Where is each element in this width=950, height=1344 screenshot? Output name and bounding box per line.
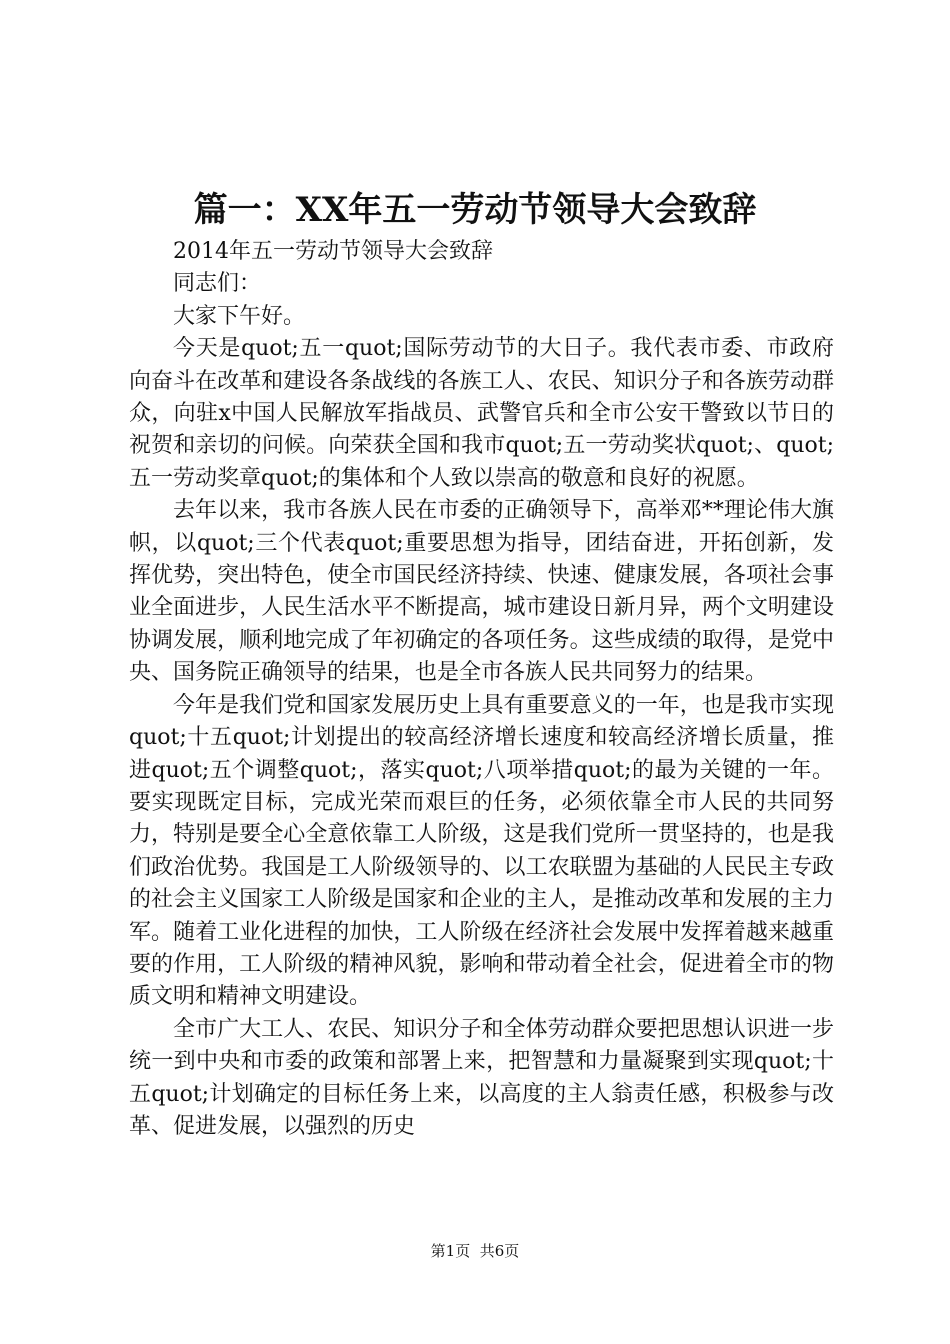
paragraph-subtitle: 2014年五一劳动节领导大会致辞	[173, 239, 493, 264]
paragraph-body: 今天是quot;五一quot;国际劳动节的大日子。我代表市委、市政府向奋斗在改革和建设各条战线的各族工人、农民、知识分子和各族劳动群众，向驻x中国人民解放军指战员、武警官兵和全市公安干警致以节日的祝贺和亲切的问候。向荣获全国和我市quot;五一劳动奖状quot;、quot;五一劳动奖章quot;的集体和个人致以崇高的敬意和良好的祝愿。	[129, 336, 834, 491]
paragraph-body: 去年以来，我市各族人民在市委的正确领导下，高举邓**理论伟大旗帜，以quot;三个代表quot;重要思想为指导，团结奋进，开拓创新，发挥优势，突出特色，使全市国民经济持续、快速、健康发展，各项社会事业全面进步，人民生活水平不断提高，城市建设日新月异，两个文明建设协调发展，顺利地完成了年初确定的各项任务。这些成绩的取得，是党中央、国务院正确领导的结果，也是全市各族人民共同努力的结果。	[129, 498, 834, 686]
paragraph-greeting: 大家下午好。	[173, 303, 306, 329]
document-title: 篇一：XX年五一劳动节领导大会致辞	[193, 190, 757, 230]
paragraph-body: 全市广大工人、农民、知识分子和全体劳动群众要把思想认识进一步统一到中央和市委的政策和部署上来，把智慧和力量凝聚到实现quot;十五quot;计划确定的目标任务上来，以高度的主人翁责任感，积极参与改革、促进发展，以强烈的历史	[129, 1016, 834, 1139]
paragraph-salutation: 同志们：	[173, 271, 262, 297]
page-number: 第1页	[430, 1242, 471, 1260]
page-total: 共6页	[479, 1242, 520, 1260]
footer-spacer	[470, 1242, 480, 1260]
page-footer	[0, 1240, 950, 1262]
paragraph-body: 今年是我们党和国家发展历史上具有重要意义的一年，也是我市实现quot;十五quot;计划提出的较高经济增长速度和较高经济增长质量，推进quot;五个调整quot;，落实quot;八项举措quot;的最为关键的一年。要实现既定目标，完成光荣而艰巨的任务，必须依靠全市人民的共同努力，特别是要全心全意依靠工人阶级，这是我们党所一贯坚持的，也是我们政治优势。我国是工人阶级领导的、以工农联盟为基础的人民民主专政的社会主义国家工人阶级是国家和企业的主人，是推动改革和发展的主力军。随着工业化进程的加快，工人阶级在经济社会发展中发挥着越来越重要的作用，工人阶级的精神风貌，影响和带动着全社会，促进着全市的物质文明和精神文明建设。	[129, 692, 834, 1010]
document-body	[129, 236, 834, 1143]
